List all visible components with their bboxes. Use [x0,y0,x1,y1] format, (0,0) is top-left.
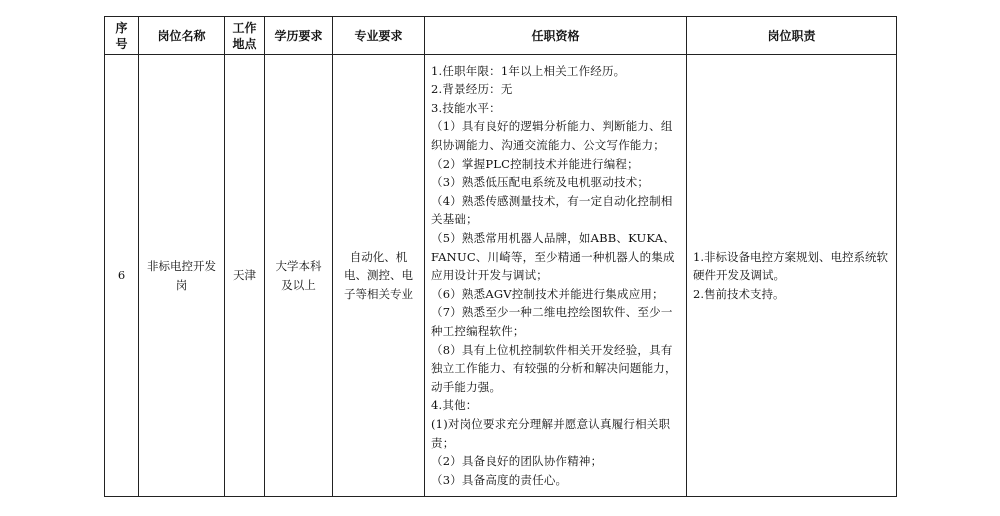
qualification-line: （2）具备良好的团队协作精神； [431,454,603,469]
qualification-line: （1）具有良好的逻辑分析能力、判断能力、组织协调能力、沟通交流能力、公文写作能力； [431,119,673,153]
cell-major: 自动化、机电、测控、电子等相关专业 [333,55,425,497]
header-duties: 岗位职责 [687,17,897,55]
qualification-line: （8）具有上位机控制软件相关开发经验，具有独立工作能力、有较强的分析和解决问题能力，动手能力强。 [431,342,677,394]
header-qualification: 任职资格 [425,17,687,55]
qualification-line: (1)对岗位要求充分理解并愿意认真履行相关职责； [431,416,671,450]
cell-position: 非标电控开发岗 [139,55,225,497]
duty-line: 2.售前技术支持。 [693,286,785,301]
header-position: 岗位名称 [139,17,225,55]
cell-seq: 6 [105,55,139,497]
qualification-line: 1.任职年限：1年以上相关工作经历。 [431,63,626,78]
cell-location: 天津 [225,55,265,497]
cell-duties [687,55,897,497]
header-seq: 序 号 [105,17,139,55]
table-row [105,55,897,497]
cell-education: 大学本科及以上 [265,55,333,497]
qualification-line: （5）熟悉常用机器人品牌，如ABB、KUKA、FANUC、川崎等，至少精通一种机器人的集成应用设计开发与调试； [431,231,675,283]
job-requirements-table [104,16,897,497]
header-row [105,17,897,55]
qualification-line: （3）具备高度的责任心。 [431,472,568,487]
cell-qualifications [425,55,687,497]
qualification-line: （7）熟悉至少一种二维电控绘图软件、至少一种工控编程软件； [431,305,673,338]
qualification-line: 3.技能水平： [431,100,501,115]
qualification-line: （6）熟悉AGV控制技术并能进行集成应用； [431,286,664,301]
qualification-line: 2.背景经历：无 [431,82,513,97]
qualification-line: 4.其他： [431,398,478,413]
qualification-line: （4）熟悉传感测量技术，有一定自动化控制相关基础； [431,193,673,227]
header-education: 学历要求 [265,17,333,55]
qualification-line: （3）熟悉低压配电系统及电机驱动技术； [431,175,650,190]
header-location: 工作 地点 [225,17,265,55]
header-major: 专业要求 [333,17,425,55]
qualification-line: （2）掌握PLC控制技术并能进行编程； [431,156,639,171]
duty-line: 1.非标设备电控方案规划、电控系统软硬件开发及调试。 [693,249,888,283]
